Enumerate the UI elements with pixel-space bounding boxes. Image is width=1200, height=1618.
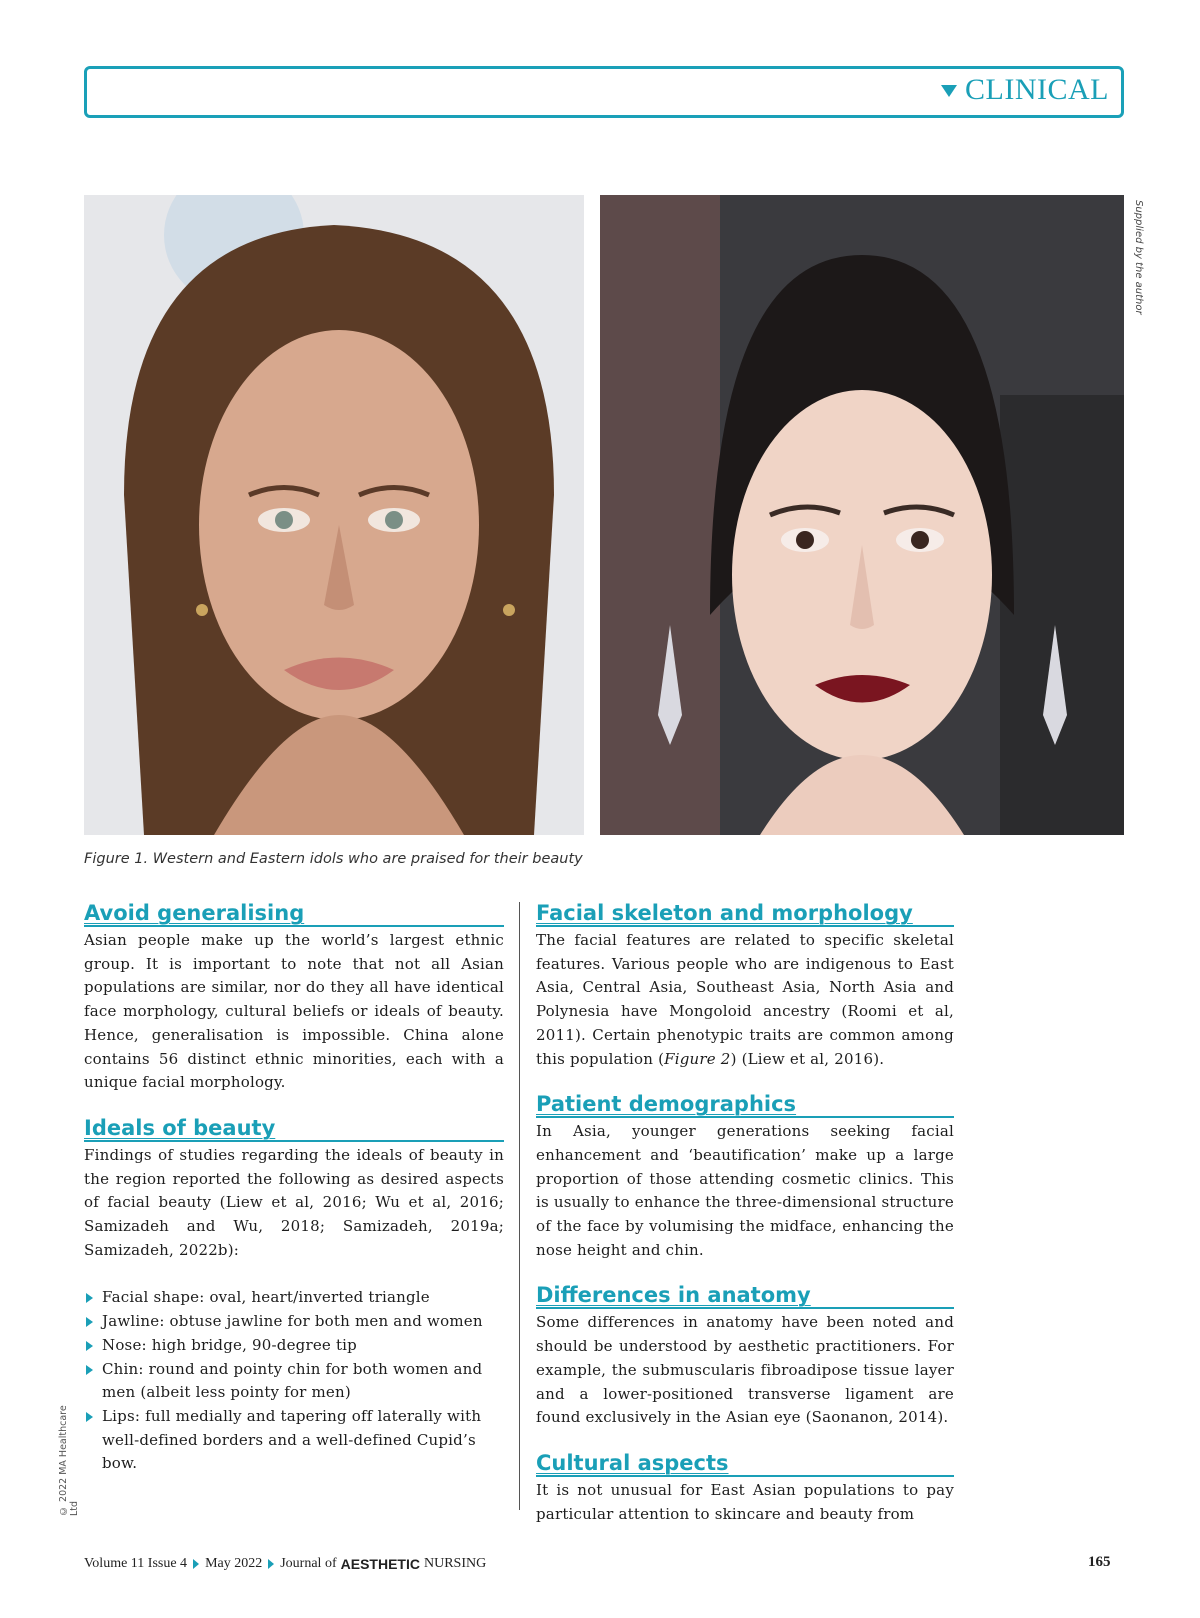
heading-facial-skeleton: Facial skeleton and morphology	[536, 902, 954, 927]
triangle-right-icon	[268, 1559, 274, 1569]
footer-volume: Volume 11 Issue 4	[84, 1556, 188, 1571]
footer-date: May 2022	[205, 1556, 263, 1571]
triangle-bullet-icon	[86, 1341, 93, 1351]
beauty-ideals-list	[84, 1286, 504, 1476]
paragraph-differences-in-anatomy: Some differences in anatomy have been noted and should be understood by aesthetic practitioners. For example, the submuscularis fibroadipose tissue layer and a lower-positioned transverse ligament are found exclusively in the Asian eye (Saonanon, 2014).	[536, 1313, 954, 1427]
page-footer	[84, 1556, 486, 1572]
heading-avoid-generalising: Avoid generalising	[84, 902, 504, 927]
figure-reference-link[interactable]: Figure 2	[664, 1049, 731, 1068]
figure-caption: Figure 1. Western and Eastern idols who are praised for their beauty	[84, 851, 583, 867]
list-item: Nose: high bridge, 90-degree tip	[84, 1334, 504, 1358]
paragraph-avoid-generalising: Asian people make up the world’s largest ethnic group. It is important to note that not all Asian populations are similar, nor do they all have identical face morphology, cultural beliefs or ideals of beauty. Hence, generalisation is impossible. China alone contains 56 distinct ethnic minorities, each with a unique facial morphology.	[84, 931, 504, 1092]
figure-photo-western-idol	[84, 195, 584, 835]
footer-journal-prefix: Journal of	[280, 1556, 337, 1571]
copyright-notice: © 2022 MA Healthcare Ltd	[58, 1405, 80, 1516]
section-tag	[941, 73, 1109, 107]
list-item: Facial shape: oval, heart/inverted triangle	[84, 1286, 504, 1310]
section-tag-label: CLINICAL	[965, 73, 1109, 106]
list-item: Lips: full medially and tapering off laterally with well-defined borders and a well-defined Cupid’s bow.	[84, 1405, 504, 1476]
photo-credit: Supplied by the author	[1133, 200, 1144, 315]
list-item: Chin: round and pointy chin for both women and men (albeit less pointy for men)	[84, 1358, 504, 1405]
triangle-bullet-icon	[86, 1317, 93, 1327]
heading-ideals-of-beauty: Ideals of beauty	[84, 1117, 504, 1142]
list-item: Jawline: obtuse jawline for both men and women	[84, 1310, 504, 1334]
footer-journal-suffix: NURSING	[423, 1556, 487, 1571]
section-header-box	[84, 66, 1124, 118]
right-column	[536, 902, 954, 1526]
triangle-bullet-icon	[86, 1365, 93, 1375]
triangle-bullet-icon	[86, 1412, 93, 1422]
heading-differences-in-anatomy: Differences in anatomy	[536, 1284, 954, 1309]
column-divider	[519, 902, 520, 1510]
triangle-bullet-icon	[86, 1293, 93, 1303]
heading-patient-demographics: Patient demographics	[536, 1093, 954, 1118]
heading-cultural-aspects: Cultural aspects	[536, 1452, 954, 1477]
left-column	[84, 902, 504, 1476]
paragraph-patient-demographics: In Asia, younger generations seeking facial enhancement and ‘beautification’ make up a large proportion of those attending cosmetic clinics. This is usually to enhance the three-dimensional structure of the face by volumising the midface, enhancing the nose height and chin.	[536, 1122, 954, 1259]
paragraph-ideals-of-beauty: Findings of studies regarding the ideals of beauty in the region reported the following as desired aspects of facial beauty (Liew et al, 2016; Wu et al, 2016; Samizadeh and Wu, 2018; Samizadeh, 2019a; Samizadeh, 2022b):	[84, 1145, 504, 1259]
triangle-down-icon	[941, 85, 957, 97]
triangle-right-icon	[193, 1559, 199, 1569]
figure-photo-eastern-idol	[600, 195, 1124, 835]
page-number: 165	[1088, 1554, 1111, 1570]
paragraph-cultural-aspects: It is not unusual for East Asian populations to pay particular attention to skincare and beauty from	[536, 1480, 954, 1523]
paragraph-facial-skeleton: The facial features are related to specific skeletal features. Various people who are indigenous to East Asia, Central Asia, Southeast Asia, North Asia and Polynesia have Mongoloid ancestry (Roomi et al, 2011). Certain phenotypic traits are common among this population (Figure 2) (Liew et al, 2016).	[536, 931, 954, 1068]
footer-journal-bold: AESTHETIC	[340, 1556, 420, 1572]
